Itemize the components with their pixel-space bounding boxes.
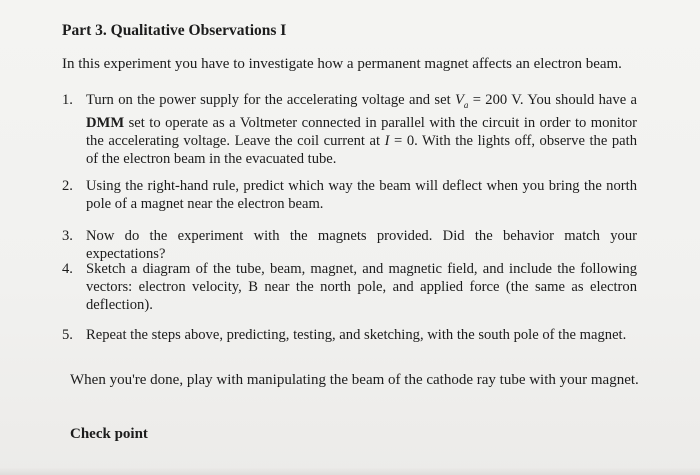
step-text-run: I xyxy=(384,132,390,149)
step-text-run: Using the right-hand rule, predict which way the beam will deflect when you bring the north pole of a magnet near the electron beam. xyxy=(86,178,637,212)
step-item xyxy=(62,177,637,213)
step-number: 1. xyxy=(62,92,73,108)
step-text-run: Turn on the power supply for the accelerating voltage and set xyxy=(86,92,455,108)
step-text xyxy=(86,91,637,168)
closing-paragraph: When you're done, play with manipulating the beam of the cathode ray tube with your magnet. xyxy=(70,372,639,388)
section-title: Part 3. Qualitative Observations I xyxy=(62,22,287,39)
step-item xyxy=(62,91,637,168)
step-text-run: = 200 V. You should have a xyxy=(468,92,638,108)
step-text-run: DMM xyxy=(86,114,125,131)
step-item xyxy=(62,260,637,314)
step-text xyxy=(86,177,637,213)
step-text-run: Now do the experiment with the magnets provided. Did the behavior match your expectations? xyxy=(86,228,637,262)
step-text-run: V xyxy=(454,92,464,108)
step-number: 4. xyxy=(62,261,73,277)
step-number: 2. xyxy=(62,178,73,194)
step-text-run: Repeat the steps above, predicting, testing, and sketching, with the south pole of the magnet. xyxy=(86,327,627,343)
step-text-run: Sketch a diagram of the tube, beam, magnet, and magnetic field, and include the following vectors: electron velocity, B near the north pole, and applied force (the same as electron deflection). xyxy=(86,261,637,313)
step-text-run: = 0. With the lights off, observe the path of the electron beam in the evacuated tube. xyxy=(86,132,637,167)
step-item xyxy=(62,326,637,344)
step-number: 3. xyxy=(62,228,73,244)
step-number: 5. xyxy=(62,327,73,343)
step-text xyxy=(86,260,637,314)
intro-paragraph: In this experiment you have to investigate how a permanent magnet affects an electron beam. xyxy=(62,56,622,72)
step-text-run: set to operate as a Voltmeter connected in parallel with the circuit in order to monitor the accelerating voltage. Leave the coil current at xyxy=(86,114,637,149)
step-text xyxy=(86,326,637,344)
step-item xyxy=(62,227,637,263)
step-text-run: a xyxy=(463,99,469,110)
step-text xyxy=(86,227,637,263)
checkpoint-label: Check point xyxy=(70,426,148,442)
